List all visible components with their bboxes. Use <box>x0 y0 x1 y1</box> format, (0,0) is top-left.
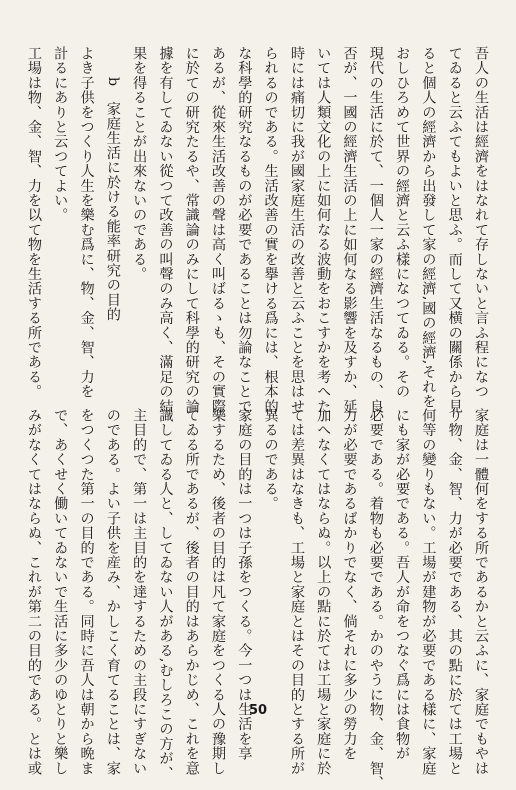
text-line: 否が、一國の經濟生活の上に如何なる影響を及すか、延 <box>341 46 358 414</box>
text-line: にも家が必要である。吾人が命をつなぐ爲には食物が <box>394 408 411 761</box>
text-line: をつくつた第一の目的である。同時に吾人は朝から晩ま <box>78 408 95 776</box>
text-line: ると個人の經濟から出發して家の經濟,國の經濟,それを <box>420 46 437 409</box>
text-line: てゐると云ふてもよいと思ふ。而して又横の關係から見 <box>446 46 463 414</box>
text-line: てゐる所であるが、後者の目的はあらかじめ、これを意 <box>183 408 200 776</box>
text-line: みがなくてはならぬ、これが第二の目的である。とは或 <box>25 408 42 776</box>
text-line: 識してゐる人と、してゐない人がある,むしろこの方が、 <box>157 408 174 781</box>
text-line: 必要である。着物も必要である。かのやうに物、金、智、 <box>367 408 384 790</box>
text-line: 計るにありと云つてよい。 <box>52 46 69 223</box>
text-line: 時には痛切に我が國家庭生活の改善と云ふことを思はせ <box>288 46 305 414</box>
text-line: に於ての研究たるや、常識論のみにして科學的研究の論 <box>183 46 200 414</box>
text-line: な科學的研究なるものが必要であることは勿論なことで <box>236 46 253 414</box>
text-line: 力が必要であるばかりでなく、倘それに多少の勞力を <box>341 408 358 761</box>
text-line: あるが、從來生活改善の聲は高く叫ばるゝも、その實際 <box>210 46 227 414</box>
text-line: のである。よい子供を産み、かしこく育てることは、家 <box>104 408 121 776</box>
text-line: 據を有してゐない從つて改善の叫聲のみ高く、滿足の結 <box>157 46 174 414</box>
text-line: 吾人の生活は經濟をはなれて存しないと言ふ程になつ <box>473 46 489 399</box>
text-line: よき子供をつくり人生を樂む爲に、物、金、智、力を <box>78 46 95 399</box>
text-line: 加へなくてはならぬ。以上の點に於ては工場と家庭に於 <box>315 408 332 776</box>
text-line: 家庭の目的は一つは子孫をつくる。今一つは生活を享 <box>236 408 253 761</box>
text-line: 何等の變りもない。工場が建物が必要である樣に、家庭 <box>420 408 437 776</box>
text-line: ては差異はなきも、工場と家庭とはその目的とする所が <box>288 408 305 776</box>
section-heading: b 家庭生活に於ける能率研究の目的 <box>104 77 121 323</box>
text-line: り物、金、智、力が必要である、其の點に於ては工場と <box>446 408 463 776</box>
text-line: 主目的で、第一は主目的を達するための主段にすぎない <box>131 408 148 776</box>
upper-text-block <box>21 46 494 414</box>
text-line: 樂するため、後者の目的は凡て家庭をつくる人の豫期し <box>210 408 227 776</box>
text-line: られるのである。生活改善の實を擧ける爲には、根本的 <box>262 46 279 414</box>
text-line: おしひろめて世界の經濟と云ふ樣になつてゐる。その <box>394 46 411 399</box>
text-line: いては人類文化の上に如何なる波動をおこすかを考へた <box>315 46 332 414</box>
text-line: 異るのである。 <box>262 408 279 511</box>
text-line: で、あくせく働いてゐないで生活に多少のゆとりと樂し <box>52 408 69 776</box>
text-line: 工場は物、金、智、力を以て物を生活する所である。 <box>25 46 42 399</box>
text-line: 家庭は一體何をする所であるかと云ふに、家庭でもやは <box>473 408 489 776</box>
text-line: 果を得ることが出來ないのである。 <box>131 46 148 282</box>
text-line: 現代の生活に於て、一個人一家の經濟生活なるもの、良 <box>367 46 384 414</box>
page-number: 50 <box>248 703 268 718</box>
